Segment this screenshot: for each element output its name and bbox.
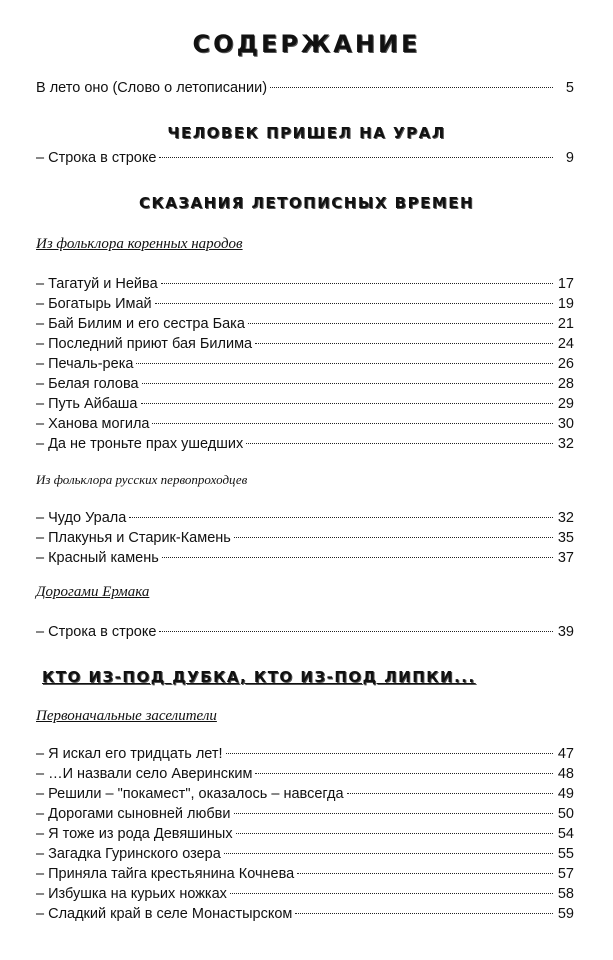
entry-text: – Чудо Урала <box>36 510 127 526</box>
entry-page: 47 <box>557 746 574 762</box>
entry-page: 30 <box>557 416 574 432</box>
entry-page: 26 <box>557 356 574 372</box>
toc-entry <box>36 436 574 455</box>
entry-page: 57 <box>557 866 574 882</box>
leader-dots <box>236 833 553 834</box>
toc-entry <box>36 906 574 925</box>
subsection-heading: Дорогами Ермака <box>36 584 150 600</box>
leader-dots <box>246 443 553 444</box>
entry-page: 59 <box>557 906 574 922</box>
toc-entry <box>36 396 574 415</box>
entry-text: – Ханова могила <box>36 416 150 432</box>
subsection-heading: Первоначальные заселители <box>36 708 217 724</box>
entry-page: 39 <box>557 624 574 640</box>
leader-dots <box>159 157 553 158</box>
entry-page: 5 <box>565 80 574 96</box>
entry-text: – Решили – "покамест", оказалось – навсегда <box>36 786 344 802</box>
entry-text: – Да не троньте прах ушедших <box>36 436 244 452</box>
leader-dots <box>152 423 553 424</box>
entry-text: – Я тоже из рода Девяшиных <box>36 826 233 842</box>
toc-entry <box>36 316 574 335</box>
toc-entry <box>36 886 574 905</box>
entry-page: 49 <box>557 786 574 802</box>
entry-text: – Красный камень <box>36 550 159 566</box>
entry-page: 24 <box>557 336 574 352</box>
leader-dots <box>270 87 553 88</box>
leader-dots <box>297 873 553 874</box>
toc-entry <box>36 746 574 765</box>
toc-entry <box>36 766 574 785</box>
leader-dots <box>234 813 554 814</box>
entry-page: 58 <box>557 886 574 902</box>
entry-text: – Приняла тайга крестьянина Кочнева <box>36 866 295 882</box>
toc-entry <box>36 826 574 845</box>
leader-dots <box>255 343 553 344</box>
entry-page: 35 <box>557 530 574 546</box>
toc-entry <box>36 356 574 375</box>
section-heading: СКАЗАНИЯ ЛЕТОПИСНЫХ ВРЕМЕН <box>138 194 475 212</box>
leader-dots <box>161 283 553 284</box>
toc-entry <box>36 150 574 169</box>
entry-page: 48 <box>557 766 574 782</box>
entry-text: – Белая голова <box>36 376 139 392</box>
leader-dots <box>129 517 553 518</box>
entry-text: – …И назвали село Аверинским <box>36 766 253 782</box>
toc-entry <box>36 786 574 805</box>
toc-entry <box>36 846 574 865</box>
entry-text: – Загадка Гуринского озера <box>36 846 221 862</box>
section-heading: КТО ИЗ-ПОД ДУБКА, КТО ИЗ-ПОД ЛИПКИ... <box>42 668 476 686</box>
entry-page: 9 <box>565 150 574 166</box>
entry-page: 55 <box>557 846 574 862</box>
toc-entry <box>36 806 574 825</box>
entry-text: В лето оно (Слово о летописании) <box>36 80 268 96</box>
entry-text: – Богатырь Имай <box>36 296 152 312</box>
toc-entry <box>36 510 574 529</box>
leader-dots <box>224 853 553 854</box>
entry-page: 54 <box>557 826 574 842</box>
entry-text: – Плакунья и Старик-Камень <box>36 530 231 546</box>
leader-dots <box>255 773 553 774</box>
entry-page: 37 <box>557 550 574 566</box>
toc-entry <box>36 416 574 435</box>
leader-dots <box>347 793 553 794</box>
entry-text: – Последний приют бая Билима <box>36 336 253 352</box>
entry-text: – Я искал его тридцать лет! <box>36 746 223 762</box>
leader-dots <box>230 893 553 894</box>
entry-page: 32 <box>557 436 574 452</box>
leader-dots <box>295 913 553 914</box>
entry-page: 29 <box>557 396 574 412</box>
entry-text: – Печаль-река <box>36 356 134 372</box>
entry-page: 17 <box>557 276 574 292</box>
toc-entry <box>36 296 574 315</box>
toc-entry <box>36 550 574 569</box>
entry-text: – Путь Айбаша <box>36 396 138 412</box>
entry-page: 50 <box>557 806 574 822</box>
toc-entry <box>36 866 574 885</box>
toc-entry <box>36 376 574 395</box>
section-heading: ЧЕЛОВЕК ПРИШЕЛ НА УРАЛ <box>167 124 446 142</box>
toc-entry-intro <box>36 80 574 99</box>
subsection-heading: Из фольклора коренных народов <box>36 236 243 252</box>
entry-text: – Строка в строке <box>36 624 157 640</box>
leader-dots <box>142 383 553 384</box>
entry-page: 19 <box>557 296 574 312</box>
subsection-heading: Из фольклора русских первопроходцев <box>36 472 248 487</box>
leader-dots <box>159 631 553 632</box>
leader-dots <box>141 403 554 404</box>
toc-entry <box>36 276 574 295</box>
toc-entry <box>36 530 574 549</box>
entry-text: – Избушка на курьих ножках <box>36 886 227 902</box>
leader-dots <box>136 363 553 364</box>
entry-text: – Дорогами сыновней любви <box>36 806 231 822</box>
leader-dots <box>162 557 553 558</box>
toc-entry <box>36 624 574 643</box>
leader-dots <box>248 323 553 324</box>
page-title: СОДЕРЖАНИЕ <box>192 30 421 58</box>
leader-dots <box>226 753 553 754</box>
toc-entry <box>36 336 574 355</box>
entry-page: 28 <box>557 376 574 392</box>
entry-text: – Бай Билим и его сестра Бака <box>36 316 245 332</box>
entry-page: 21 <box>557 316 574 332</box>
leader-dots <box>234 537 553 538</box>
entry-text: – Строка в строке <box>36 150 157 166</box>
entry-page: 32 <box>557 510 574 526</box>
entry-text: – Тагатуй и Нейва <box>36 276 158 292</box>
leader-dots <box>155 303 553 304</box>
entry-text: – Сладкий край в селе Монастырском <box>36 906 293 922</box>
